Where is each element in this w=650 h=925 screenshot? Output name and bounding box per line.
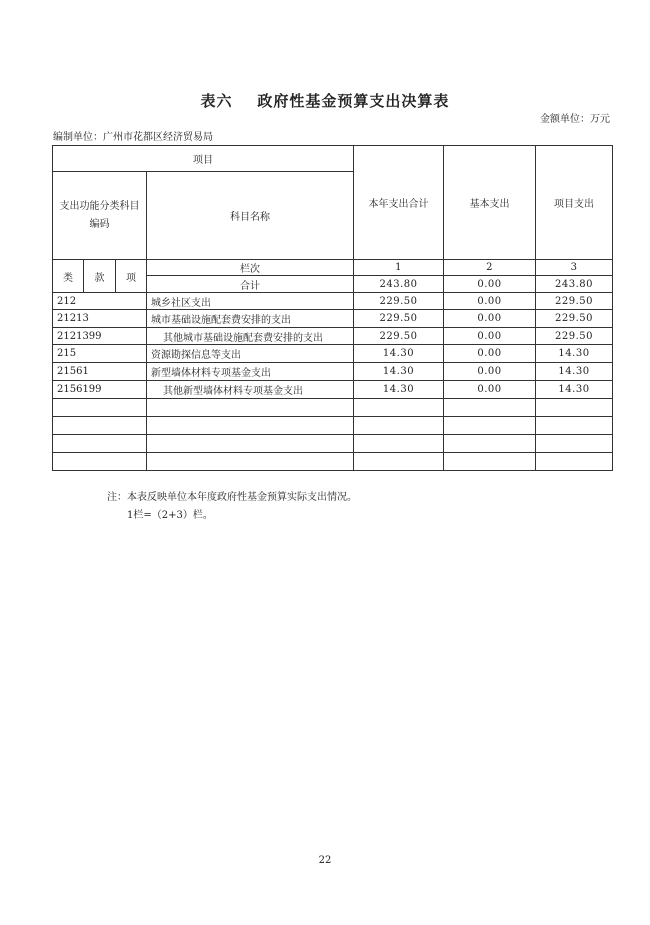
row-index-label: 栏次 <box>147 260 354 276</box>
header-xiang: 项 <box>116 260 147 293</box>
row-project: 14.30 <box>536 381 613 399</box>
expenditure-table <box>52 145 613 471</box>
row-total: 229.50 <box>354 293 444 310</box>
col-index-1: 1 <box>354 260 444 276</box>
page-number: 22 <box>318 855 332 866</box>
page-title: 表六 政府性基金预算支出决算表 <box>200 92 450 110</box>
row-name: 其他新型墙体材料专项基金支出 <box>147 381 354 399</box>
row-total: 229.50 <box>354 310 444 328</box>
row-name: 城乡社区支出 <box>147 293 354 310</box>
amount-unit-label: 金额单位：万元 <box>540 114 610 125</box>
table-row <box>53 363 613 381</box>
row-basic: 0.00 <box>444 345 536 363</box>
header-lei: 类 <box>53 260 84 293</box>
row-name: 资源勘探信息等支出 <box>147 345 354 363</box>
col-index-3: 3 <box>536 260 613 276</box>
summary-project: 243.80 <box>536 276 613 293</box>
row-code: 2121399 <box>53 328 147 345</box>
note-line-1: 注：本表反映单位本年度政府性基金预算实际支出情况。 <box>107 492 357 503</box>
row-total: 14.30 <box>354 381 444 399</box>
table-note <box>107 489 357 525</box>
header-code: 支出功能分类科目编码 <box>53 172 147 260</box>
table-row <box>53 345 613 363</box>
header-kuan: 款 <box>84 260 116 293</box>
compiling-unit-label: 编制单位：广州市花都区经济贸易局 <box>53 132 213 143</box>
row-project: 229.50 <box>536 328 613 345</box>
row-total: 14.30 <box>354 363 444 381</box>
row-code: 21213 <box>53 310 147 328</box>
row-basic: 0.00 <box>444 381 536 399</box>
row-basic: 0.00 <box>444 293 536 310</box>
header-col-project: 项目支出 <box>536 146 613 260</box>
row-project: 14.30 <box>536 345 613 363</box>
row-basic: 0.00 <box>444 328 536 345</box>
row-name: 新型墙体材料专项基金支出 <box>147 363 354 381</box>
col-index-2: 2 <box>444 260 536 276</box>
header-col-basic: 基本支出 <box>444 146 536 260</box>
header-item: 项目 <box>53 146 354 172</box>
row-name: 城市基础设施配套费安排的支出 <box>147 310 354 328</box>
row-project: 229.50 <box>536 310 613 328</box>
table-row <box>53 293 613 310</box>
summary-total: 243.80 <box>354 276 444 293</box>
row-project: 14.30 <box>536 363 613 381</box>
empty-row <box>53 453 613 471</box>
table-row <box>53 310 613 328</box>
row-name: 其他城市基础设施配套费安排的支出 <box>147 328 354 345</box>
table-row <box>53 381 613 399</box>
row-basic: 0.00 <box>444 310 536 328</box>
empty-row <box>53 399 613 417</box>
row-code: 2156199 <box>53 381 147 399</box>
table-row <box>53 328 613 345</box>
header-col-total: 本年支出合计 <box>354 146 444 260</box>
empty-row <box>53 417 613 435</box>
row-total: 229.50 <box>354 328 444 345</box>
row-project: 229.50 <box>536 293 613 310</box>
summary-label: 合计 <box>147 276 354 293</box>
row-code: 215 <box>53 345 147 363</box>
note-line-2: 1栏=（2+3）栏。 <box>127 510 213 521</box>
row-code: 212 <box>53 293 147 310</box>
row-basic: 0.00 <box>444 363 536 381</box>
row-code: 21561 <box>53 363 147 381</box>
header-name: 科目名称 <box>147 172 354 260</box>
empty-row <box>53 435 613 453</box>
summary-basic: 0.00 <box>444 276 536 293</box>
row-total: 14.30 <box>354 345 444 363</box>
